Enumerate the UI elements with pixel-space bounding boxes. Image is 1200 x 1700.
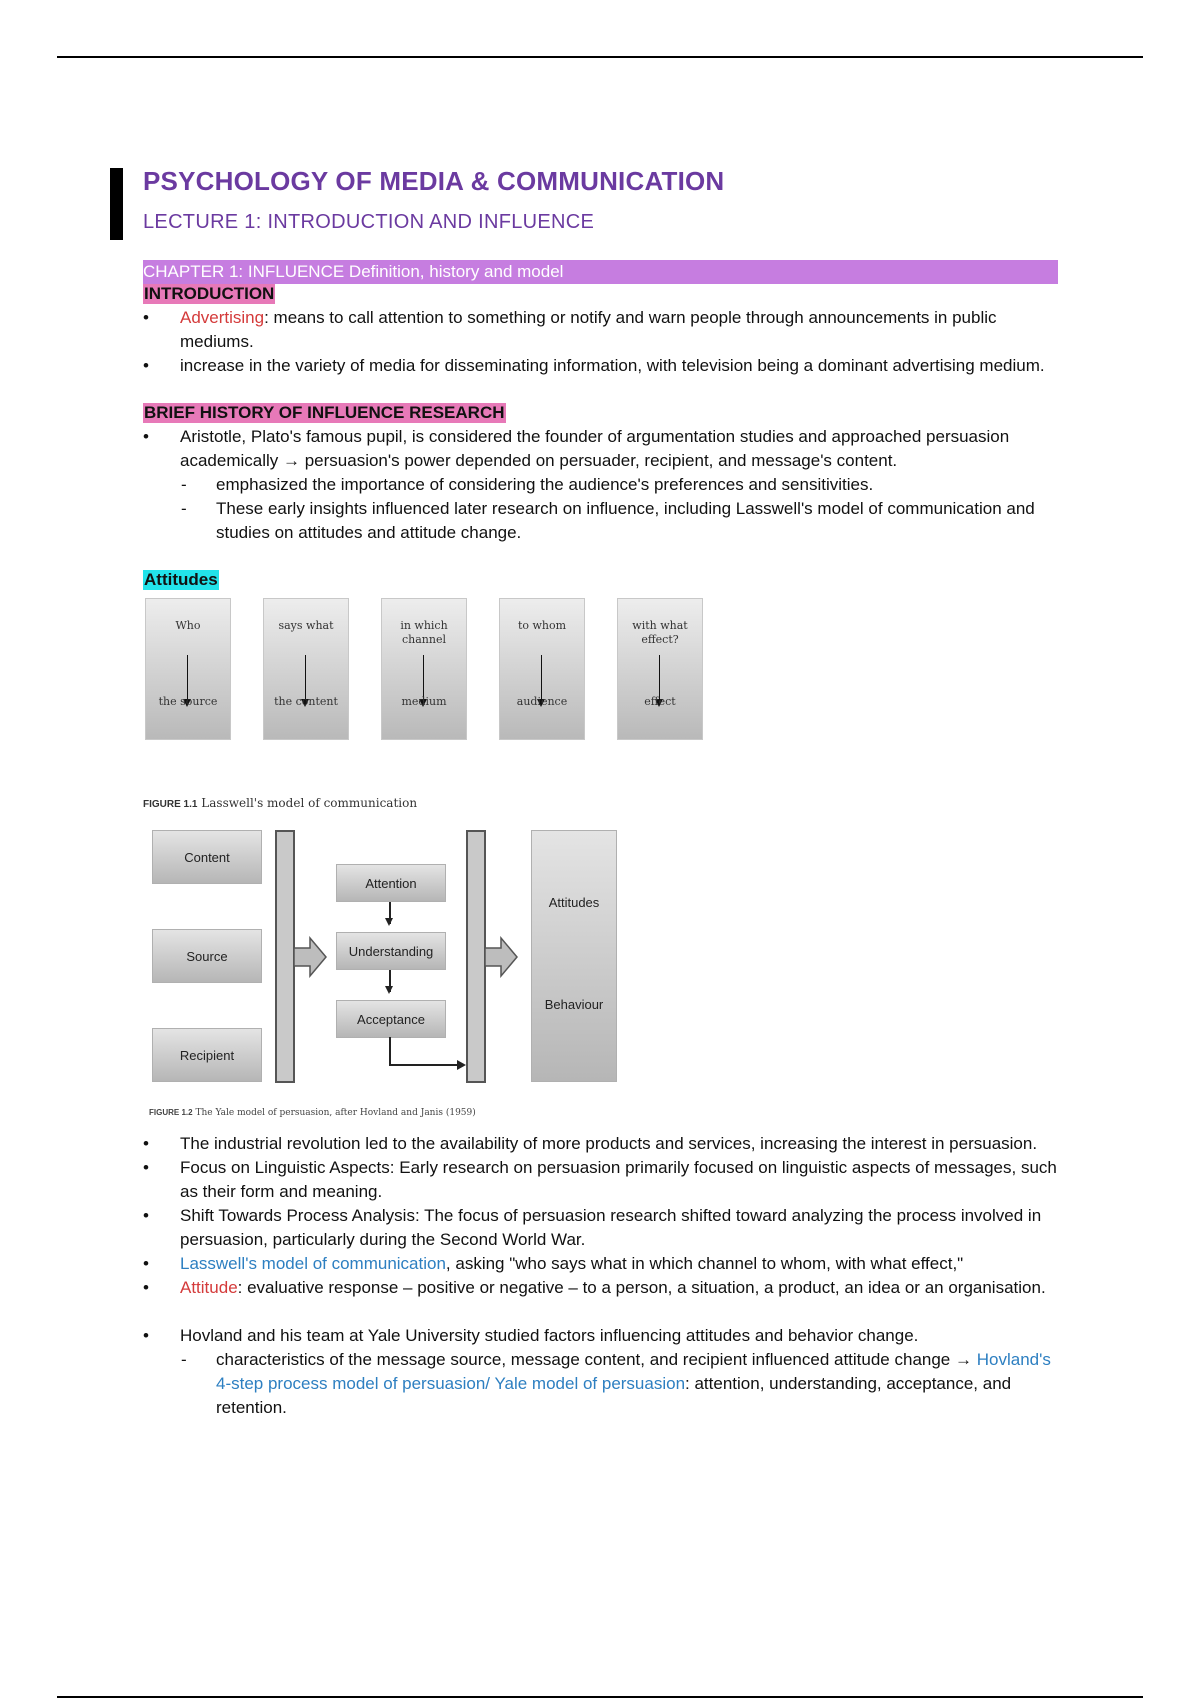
lasswell-box-channel xyxy=(381,598,467,740)
term-lasswell-model: Lasswell's model of communication xyxy=(180,1254,446,1273)
lasswell-box-bottom: audience xyxy=(516,695,568,708)
list-item xyxy=(143,1276,1058,1300)
yale-step-acceptance: Acceptance xyxy=(336,1000,446,1038)
sub-item-text: characteristics of the message source, message content, and recipient influenced attitude change → xyxy=(216,1350,972,1369)
lasswell-box-says-what xyxy=(263,598,349,740)
lasswell-box-bottom: medium xyxy=(401,695,447,708)
list-item xyxy=(143,1204,1058,1252)
figure-1-caption-text: Lasswell's model of communication xyxy=(201,796,418,810)
figure-1-label: FIGURE 1.1 xyxy=(143,799,198,810)
list-item-text: Focus on Linguistic Aspects: Early research on persuasion primarily focused on linguistic aspects of messages, such as their form and meaning. xyxy=(180,1158,1057,1201)
lasswell-box-top: with what effect? xyxy=(632,619,688,646)
attitudes-heading: Attitudes xyxy=(144,570,218,589)
figure-2-caption xyxy=(149,1108,476,1118)
yale-outcomes-box xyxy=(531,830,617,1082)
lasswell-box-top: to whom xyxy=(517,619,567,632)
figure-2-label: FIGURE 1.2 xyxy=(149,1108,193,1117)
right-arrow-icon xyxy=(457,1060,466,1070)
history-sublist xyxy=(180,473,1058,545)
yale-left-bar xyxy=(275,830,295,1083)
lasswell-figure xyxy=(143,598,1058,810)
lasswell-box-effect xyxy=(617,598,703,740)
figure-2-caption-text: The Yale model of persuasion, after Hovland and Janis (1959) xyxy=(195,1108,476,1118)
title-side-bar xyxy=(110,168,123,240)
lasswell-box-top: in which channel xyxy=(400,619,448,646)
top-rule xyxy=(57,56,1143,58)
sub-item: - emphasized the importance of considering the audience's preferences and sensitivities. xyxy=(180,473,1058,497)
list-item-text: Shift Towards Process Analysis: The focus of persuasion research shifted toward analyzing the process involved in persuasion, particularly during the Second World War. xyxy=(180,1206,1042,1249)
list-item xyxy=(143,1132,1058,1156)
term-hovland-model: Hovland's 4-step process model of persuasion/ Yale model of persuasion xyxy=(216,1350,1051,1393)
history-list xyxy=(143,425,1058,545)
chapter-banner: CHAPTER 1: INFLUENCE Definition, history and model xyxy=(143,260,1058,284)
yale-output-behaviour: Behaviour xyxy=(544,997,604,1012)
list-item xyxy=(143,1324,1058,1420)
yale-right-bar xyxy=(466,830,486,1083)
right-arrow-icon xyxy=(484,936,520,978)
document-page xyxy=(143,166,1058,1420)
right-arrow-icon xyxy=(293,936,329,978)
list-item-text: The industrial revolution led to the availability of more products and services, increasing the interest in persuasion. xyxy=(180,1134,1038,1153)
lasswell-box-bottom: the content xyxy=(274,695,338,708)
intro-heading: INTRODUCTION xyxy=(144,284,275,303)
list-item-text: : evaluative response – positive or negative – to a person, a situation, a product, an idea or an organisation. xyxy=(237,1278,1046,1297)
figure-1-caption xyxy=(143,796,417,810)
lasswell-box-bottom: the source xyxy=(158,695,218,708)
list-item-text: : means to call attention to something or notify and warn people through announcements in public mediums. xyxy=(180,308,997,351)
history-heading: BRIEF HISTORY OF INFLUENCE RESEARCH xyxy=(144,403,505,422)
list-item-text: , asking "who says what in which channel to whom, with what effect," xyxy=(445,1254,964,1273)
hovland-list xyxy=(143,1324,1058,1420)
list-item xyxy=(143,306,1058,354)
lasswell-box-top: says what xyxy=(278,619,334,632)
yale-model-figure xyxy=(143,830,1058,1118)
sub-item-text: : attention, understanding, acceptance, and retention. xyxy=(216,1374,1012,1417)
yale-output-attitudes: Attitudes xyxy=(548,895,600,910)
list-item xyxy=(143,1252,1058,1276)
attitudes-section xyxy=(143,570,1058,1118)
connector-line xyxy=(389,1064,461,1066)
down-arrow-icon xyxy=(389,902,391,924)
list-item-text: Aristotle, Plato's famous pupil, is considered the founder of argumentation studies and approached persuasion academically → persuasion's power depended on persuader, recipient, and message's content. xyxy=(180,427,1010,470)
yale-step-understanding: Understanding xyxy=(336,932,446,970)
yale-input-content: Content xyxy=(152,830,262,884)
down-arrow-icon xyxy=(389,970,391,992)
yale-step-attention: Attention xyxy=(336,864,446,902)
list-item xyxy=(143,425,1058,545)
list-item xyxy=(143,1156,1058,1204)
intro-list xyxy=(143,306,1058,378)
intro-section xyxy=(143,284,1058,378)
sub-item xyxy=(180,1348,1058,1420)
list-item-text: Hovland and his team at Yale University studied factors influencing attitudes and behavior change. xyxy=(180,1326,919,1345)
sub-item: - These early insights influenced later research on influence, including Lasswell's model of communication and studies on attitudes and attitude change. xyxy=(180,497,1058,545)
connector-line xyxy=(389,1037,391,1065)
list-item xyxy=(143,354,1058,378)
history-section xyxy=(143,403,1058,545)
page-subtitle: LECTURE 1: INTRODUCTION AND INFLUENCE xyxy=(143,211,595,233)
term-attitude: Attitude xyxy=(180,1278,238,1297)
yale-input-source: Source xyxy=(152,929,262,983)
yale-input-recipient: Recipient xyxy=(152,1028,262,1082)
lasswell-box-who xyxy=(145,598,231,740)
lasswell-box-bottom: effect xyxy=(644,695,676,708)
term-advertising: Advertising xyxy=(180,308,265,327)
bottom-rule xyxy=(57,1696,1143,1698)
main-bullet-list xyxy=(143,1132,1058,1300)
lasswell-box-whom xyxy=(499,598,585,740)
page-title: PSYCHOLOGY OF MEDIA & COMMUNICATION xyxy=(143,166,725,196)
hovland-sublist xyxy=(180,1348,1058,1420)
list-item-text: increase in the variety of media for disseminating information, with television being a dominant advertising medium. xyxy=(180,356,1045,375)
lasswell-box-top: Who xyxy=(175,619,201,632)
